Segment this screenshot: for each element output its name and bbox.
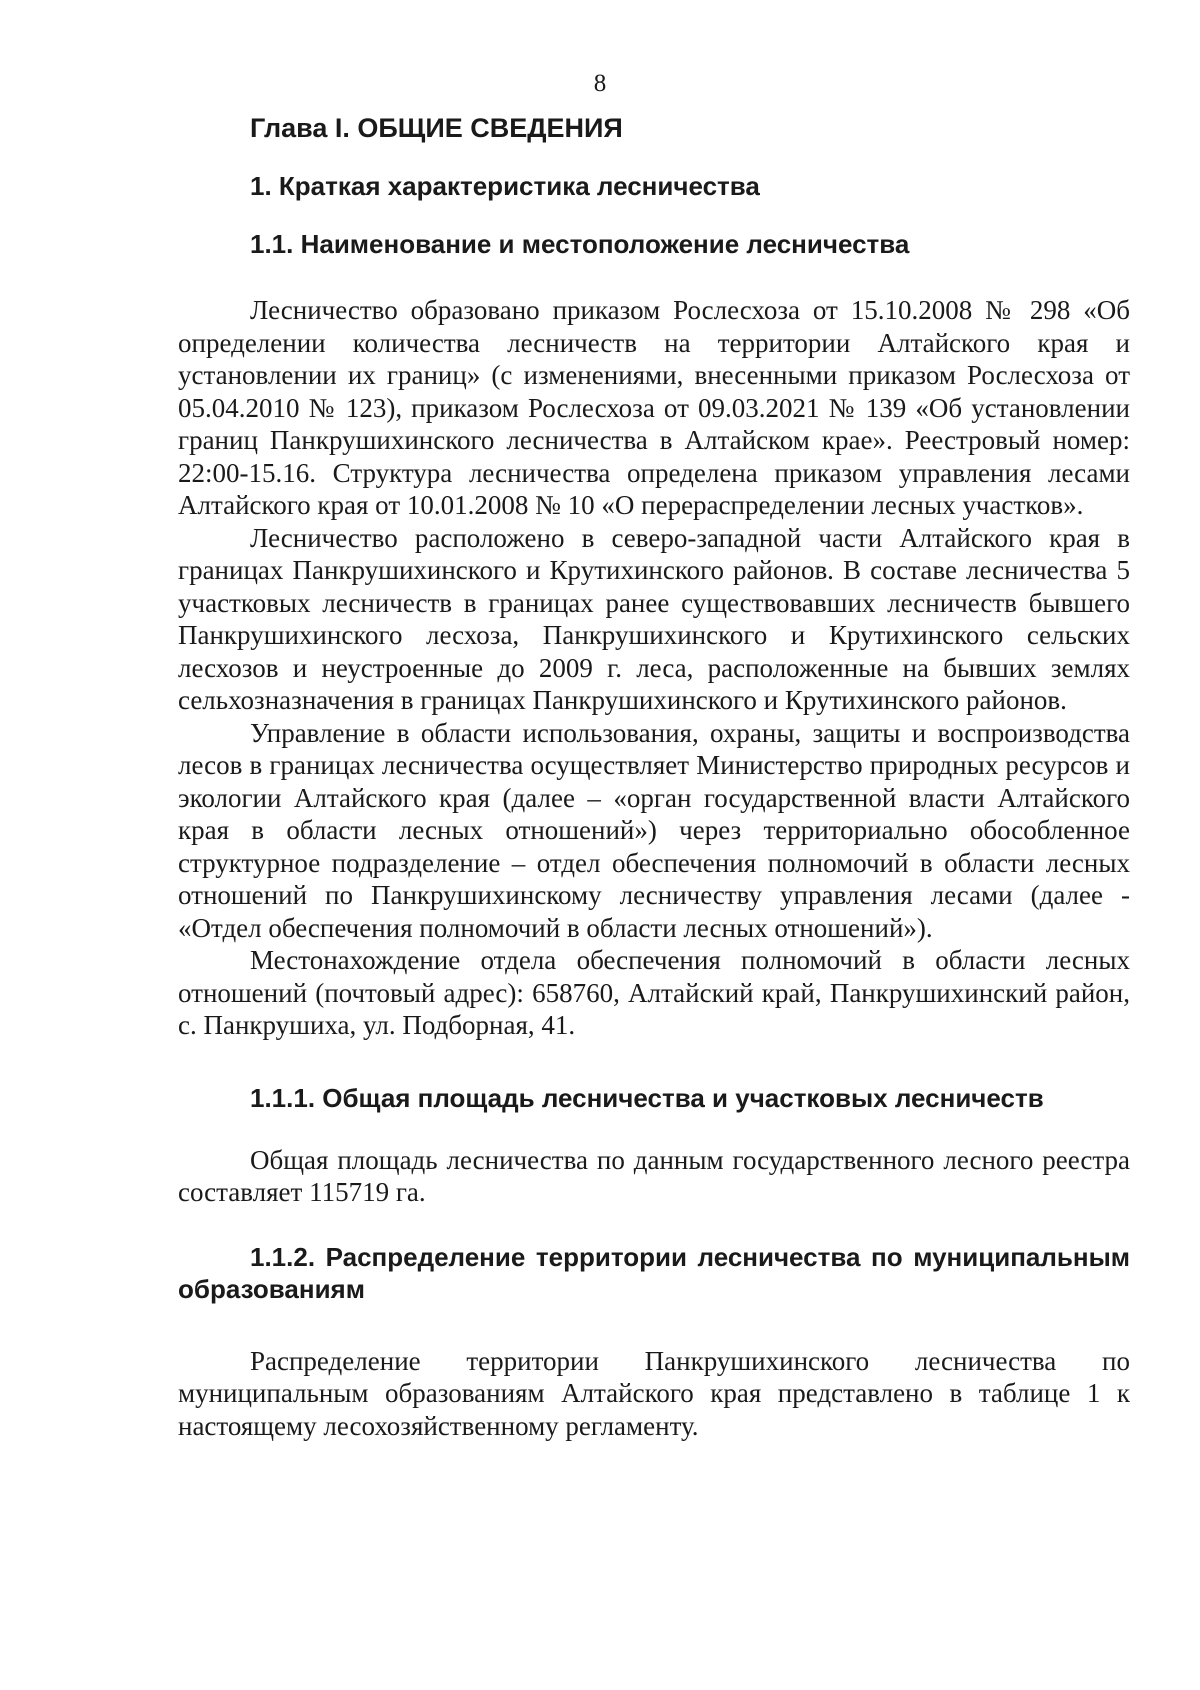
- section-title: 1. Краткая характеристика лесничества: [250, 171, 760, 201]
- subsubsection-title: 1.1.2. Распределение территории лесничества по муниципальным образованиям: [178, 1241, 1130, 1304]
- paragraph: Распределение территории Панкрушихинского лесничества по муниципальным образованиям Алтайского края представлено в таблице 1 к настоящему лесохозяйственному регламенту.: [178, 1345, 1130, 1441]
- page-content: [178, 112, 1130, 1442]
- chapter-title: Глава I. ОБЩИЕ СВЕДЕНИЯ: [250, 113, 623, 143]
- subsection-title: 1.1. Наименование и местоположение лесничества: [250, 229, 910, 259]
- paragraph: Общая площадь лесничества по данным государственного лесного реестра составляет 115719 га.: [178, 1144, 1130, 1207]
- paragraph: Лесничество образовано приказом Рослесхоза от 15.10.2008 № 298 «Об определении количества лесничеств на территории Алтайского края и установлении их границ» (с изменениями, внесенными приказом Рослесхоза от 05.04.2010 № 123), приказом Рослесхоза от 09.03.2021 № 139 «Об установлении границ Панкрушихинского лесничества в Алтайском крае». Реестровый номер: 22:00-15.16. Структура лесничества определена приказом управления лесами Алтайского края от 10.01.2008 № 10 «О перераспределении лесных участков».: [178, 295, 1130, 520]
- paragraph: Управление в области использования, охраны, защиты и воспроизводства лесов в границах лесничества осуществляет Министерство природных ресурсов и экологии Алтайского края (далее – «орган государственной власти Алтайского края в области лесных отношений») через территориально обособленное структурное подразделение – отдел обеспечения полномочий в области лесных отношений по Панкрушихинскому лесничеству управления лесами (далее - «Отдел обеспечения полномочий в области лесных отношений»).: [178, 717, 1130, 943]
- paragraph: Лесничество расположено в северо-западной части Алтайского края в границах Панкрушихинского и Крутихинского районов. В составе лесничества 5 участковых лесничеств в границах ранее существовавших лесничеств бывшего Панкрушихинского лесхоза, Панкрушихинского и Крутихинского сельских лесхозов и неустроенные до 2009 г. леса, расположенные на бывших землях сельхозназначения в границах Панкрушихинского и Крутихинского районов.: [178, 522, 1130, 715]
- subsubsection-title: 1.1.1. Общая площадь лесничества и участковых лесничеств: [250, 1082, 1044, 1113]
- page-number: 8: [593, 70, 607, 97]
- paragraph: Местонахождение отдела обеспечения полномочий в области лесных отношений (почтовый адрес): 658760, Алтайский край, Панкрушихинский район, с. Панкрушиха, ул. Подборная, 41.: [178, 945, 1130, 1040]
